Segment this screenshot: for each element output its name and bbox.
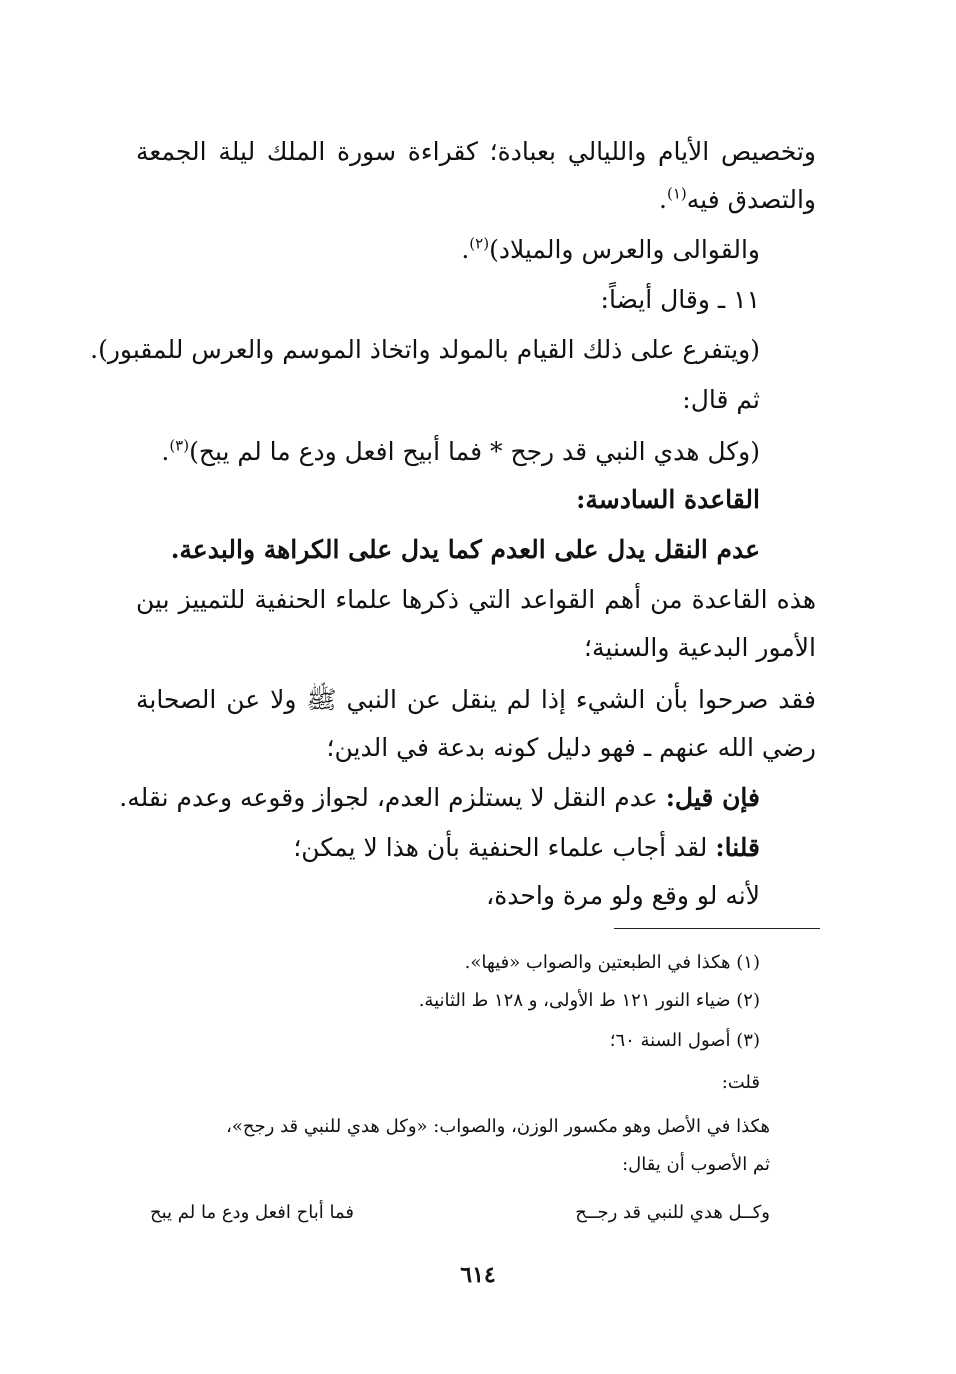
- footnote-divider: [614, 928, 820, 929]
- body-line-3-text: والقوالى والعرس والميلاد): [489, 235, 760, 264]
- footnote-3: (٣) أصول السنة ٦٠؛: [609, 1030, 760, 1051]
- body-line-6: ثم قال:: [682, 385, 760, 414]
- footnote-marker-2[interactable]: (٢): [469, 234, 490, 253]
- rule-statement: عدم النقل يدل على العدم كما يدل على الكراهة والبدعة.: [170, 535, 760, 564]
- body-line-7-tail: .: [161, 437, 170, 466]
- verse-first-hemistich: وكــل هدي للنبي قد رجــح: [575, 1202, 770, 1223]
- body-line-3: [140, 230, 760, 270]
- if-said-label: فإن قيل:: [665, 783, 760, 812]
- body-line-5: (ويتفرع على ذلك القيام بالمولد واتخاذ الموسم والعرس للمقبور).: [90, 335, 760, 364]
- footnote-3-better: ثم الأصوب أن يقال:: [622, 1154, 770, 1175]
- body-line-3-tail: .: [461, 235, 470, 264]
- body-line-1: وتخصيص الأيام والليالي بعبادة؛ كقراءة سورة الملك ليلة الجمعة: [136, 137, 816, 166]
- body-line-14-text: عدم النقل لا يستلزم العدم، لجواز وقوعه وعدم نقله.: [119, 783, 658, 812]
- body-line-2: [136, 180, 816, 220]
- body-line-10: هذه القاعدة من أهم القواعد التي ذكرها علماء الحنفية للتمييز بين: [136, 585, 816, 614]
- body-line-15-text: لقد أجاب علماء الحنفية بأن هذا لا يمكن؛: [293, 833, 708, 862]
- body-line-7: [140, 432, 760, 472]
- footnote-2: (٢) ضياء النور ١٢١ ط الأولى، و ١٢٨ ط الثانية.: [418, 990, 760, 1011]
- body-line-14: [119, 778, 760, 818]
- body-line-13: رضي الله عنهم ـ فهو دليل كونه بدعة في الدين؛: [326, 733, 816, 762]
- body-line-7-text: (وكل هدي النبي قد رجح * فما أبيح افعل ودع ما لم يبح): [189, 437, 760, 466]
- body-line-11: الأمور البدعية والسنية؛: [584, 633, 816, 662]
- footnote-3-note-label: قلت:: [721, 1072, 760, 1093]
- body-line-4: ١١ ـ وقال أيضاً:: [600, 285, 760, 314]
- body-line-15: [140, 828, 760, 868]
- footnote-marker-1[interactable]: (١): [666, 184, 687, 203]
- body-line-2-text: والتصدق فيه: [686, 185, 816, 214]
- footnote-3-correction: هكذا في الأصل وهو مكسور الوزن، والصواب: «وكل هدي للنبي قد رجح»،: [226, 1116, 770, 1137]
- footnote-marker-3[interactable]: (٣): [169, 436, 190, 455]
- section-heading: القاعدة السادسة:: [576, 485, 760, 514]
- footnote-1: (١) هكذا في الطبعتين والصواب «فيها».: [464, 952, 760, 973]
- verse-second-hemistich: فما أباح افعل ودع ما لم يبح: [150, 1202, 354, 1223]
- page-number: ٦١٤: [460, 1262, 496, 1288]
- body-line-12: فقد صرحوا بأن الشيء إذا لم ينقل عن النبي ﷺ ولا عن الصحابة: [136, 685, 816, 714]
- we-said-label: قلنا:: [715, 833, 760, 862]
- body-line-2-tail: .: [659, 185, 667, 214]
- verse-couplet: [150, 1198, 770, 1228]
- body-line-16: لأنه لو وقع ولو مرة واحدة،: [486, 881, 760, 910]
